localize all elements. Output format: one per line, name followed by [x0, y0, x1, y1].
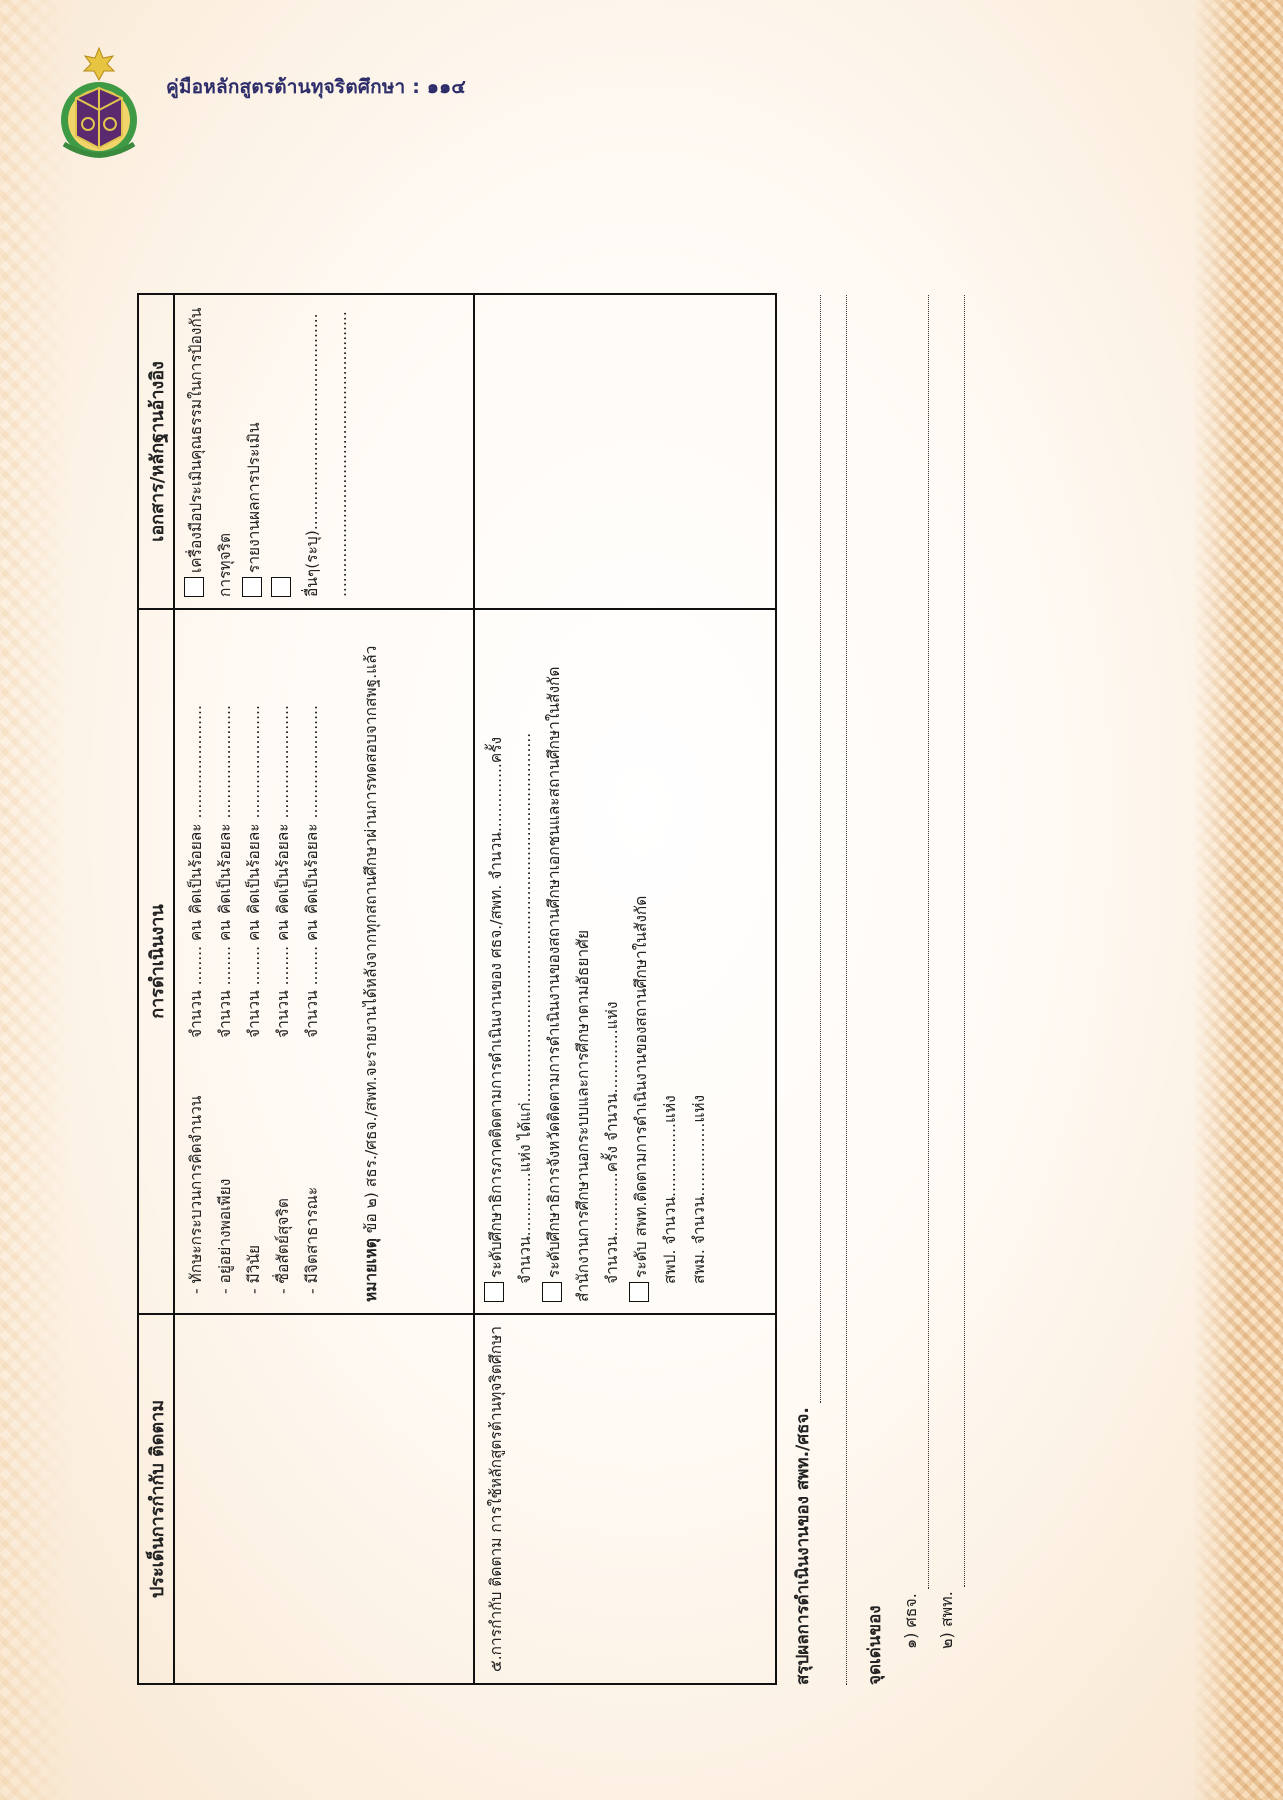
evidence-item: อื่นๆ(ระบุ)............................................	[269, 306, 327, 597]
count-row: - มีจิตสาธารณะ จำนวน ........ คน คิดเป็นร้อยละ .......................	[303, 705, 321, 1294]
issue-cell	[174, 1314, 474, 1684]
table-row	[474, 294, 776, 1684]
monitoring-item: ระดับ สพท.ติดตามการดำเนินงานของสถานศึกษาในสังกัด สพป. จำนวน...............แห่ง สพม. จำนวน...............แห่ง	[627, 621, 714, 1302]
summary-section	[785, 295, 965, 1685]
count-row: - ซื่อสัตย์สุจริต จำนวน ........ คน คิดเป็นร้อยละ .......................	[274, 705, 292, 1294]
summary-line	[785, 295, 821, 1685]
evidence-cell	[474, 294, 776, 609]
evidence-item: เครื่องมือประเมินคุณธรรมในการป้องกันการทุจริต	[182, 306, 240, 597]
count-row: - อยู่อย่างพอเพียง จำนวน ........ คน คิดเป็นร้อยละ .......................	[216, 705, 234, 1294]
evidence-extra-line: ..........................................................	[332, 311, 350, 597]
header-issue: ประเด็นการกำกับ ติดตาม	[138, 1314, 174, 1684]
summary-title: สรุปผลการดำเนินงานของ สพท./ศธจ.	[793, 1407, 813, 1685]
header-evidence: เอกสาร/หลักฐานอ้างอิง	[138, 294, 174, 609]
highlight-line: ๑) ศธจ.	[893, 295, 929, 1685]
checkbox[interactable]	[484, 1282, 504, 1302]
checkbox[interactable]	[184, 577, 204, 597]
summary-line	[821, 295, 847, 1685]
checkbox[interactable]	[629, 1282, 649, 1302]
count-list	[176, 611, 333, 1312]
checkbox[interactable]	[242, 577, 262, 597]
note	[351, 611, 392, 1312]
table-row	[174, 294, 474, 1684]
issue-cell: ๕.การกำกับ ติดตาม การใช้หลักสูตรต้านทุจริตศึกษา	[474, 1314, 776, 1684]
monitoring-item: ระดับศึกษาธิการจังหวัดติดตามการดำเนินงานของสถานศึกษาเอกชนและสถานศึกษาในสังกัดสำนักงานการศึกษานอกระบบและการศึกษาตามอัธยาศัย จำนวน.............ครั้ง จำนวน.............แห่ง	[540, 621, 627, 1302]
right-border-pattern	[1193, 0, 1283, 1800]
count-row: - ทักษะกระบวนการคิดจำนวน จำนวน ........ คน คิดเป็นร้อยละ .......................	[187, 705, 205, 1294]
operation-cell	[174, 609, 474, 1314]
checkbox[interactable]	[271, 577, 291, 597]
checkbox[interactable]	[542, 1282, 562, 1302]
evidence-item: รายงานผลการประเมิน	[240, 306, 269, 597]
monitoring-table	[137, 293, 777, 1685]
page-header-title: คู่มือหลักสูตรต้านทุจริตศึกษา : ๑๑๔	[166, 76, 466, 98]
note-text: ข้อ ๒) สธร./ศธจ./สพท.จะรายงานได้หลังจากทุกสถานศึกษาผ่านการทดสอบจากสพฐ.แล้ว	[362, 645, 380, 1234]
header-operation: การดำเนินงาน	[138, 609, 174, 1314]
rotated-form	[137, 295, 977, 1695]
monitoring-item: ระดับศึกษาธิการภาคติดตามการดำเนินงานของ ศธจ./สพท. จำนวน..............ครั้ง จำนวน.............แห่ง ได้แก่...........................................................................	[482, 621, 540, 1302]
left-border-pattern	[0, 0, 70, 1800]
evidence-cell	[174, 294, 474, 609]
highlight-line: ๒) สพท.	[929, 295, 965, 1685]
monitoring-items	[476, 611, 720, 1312]
note-label: หมายเหตุ	[362, 1238, 380, 1302]
count-row: - มีวินัย จำนวน ........ คน คิดเป็นร้อยละ .......................	[245, 705, 263, 1294]
highlight-title: จุดเด่นของ	[865, 1605, 885, 1685]
evidence-list	[176, 296, 362, 607]
operation-cell	[474, 609, 776, 1314]
emblem-icon	[56, 44, 142, 164]
